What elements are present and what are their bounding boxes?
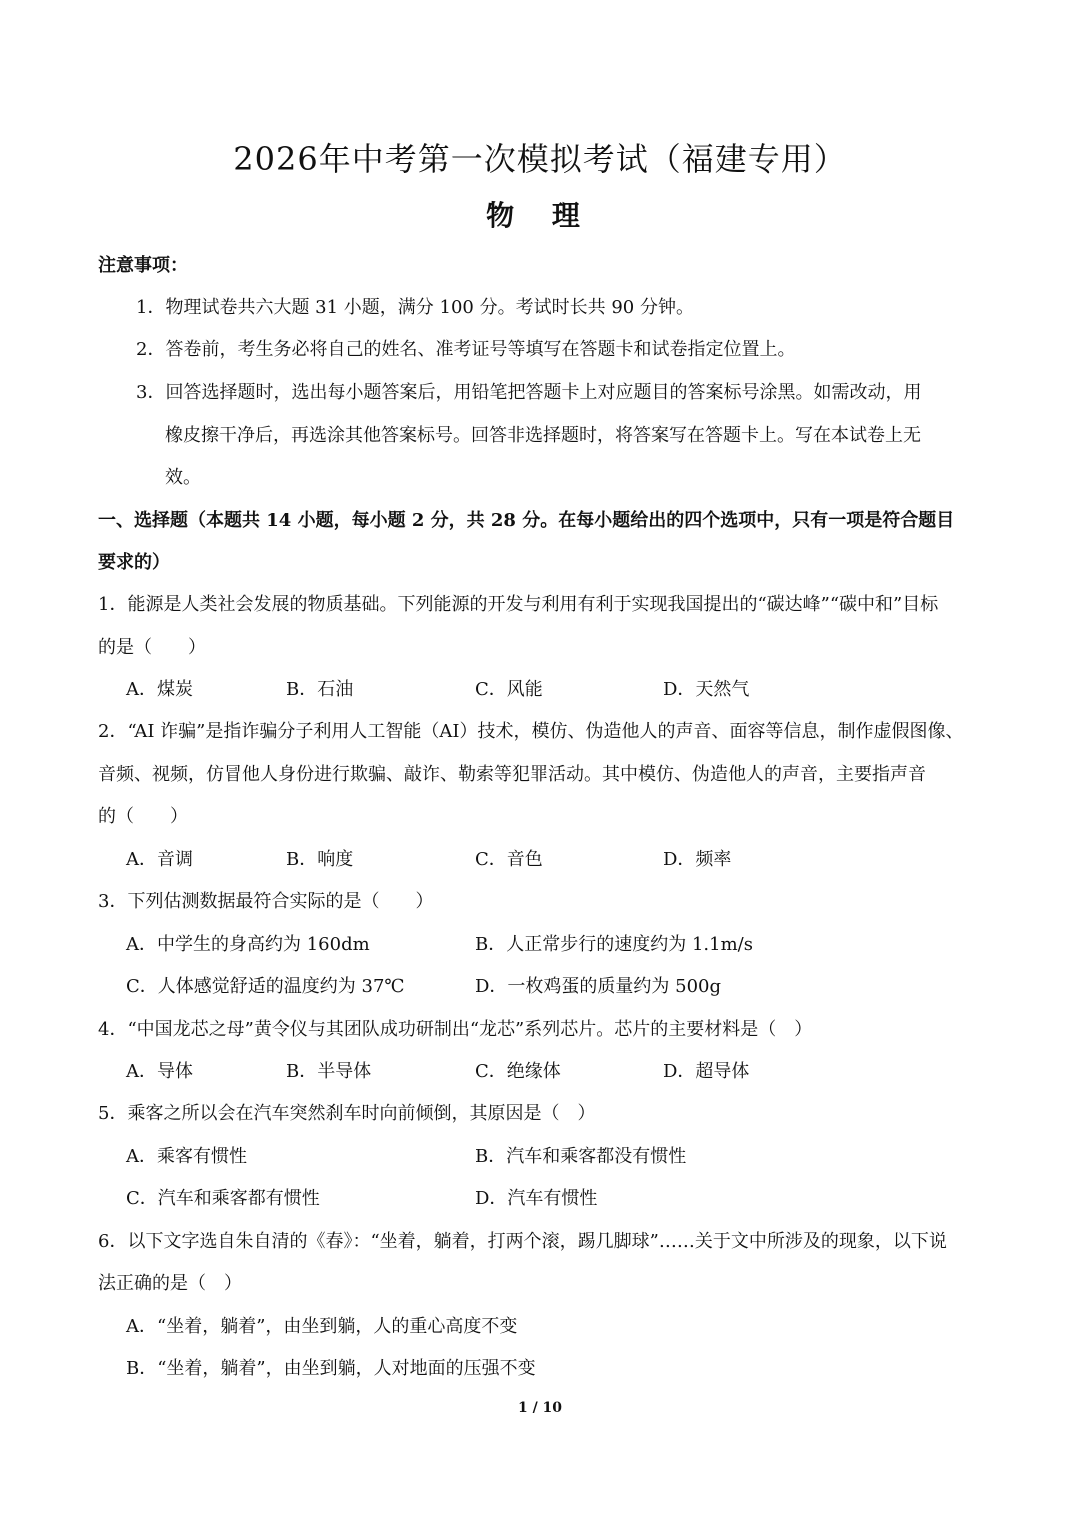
question-5-option-a: A．乘客有惯性 bbox=[126, 1146, 247, 1167]
question-2-stem-continued: 的（ ） bbox=[98, 806, 188, 827]
question-1-option-b: B．石油 bbox=[286, 679, 354, 700]
question-3-option-c: C．人体感觉舒适的温度约为 37℃ bbox=[126, 976, 405, 997]
question-2-option-d: D．频率 bbox=[663, 849, 732, 870]
question-4-option-d: D．超导体 bbox=[663, 1061, 750, 1082]
subject-title: 物 理 bbox=[486, 199, 594, 232]
question-3-stem: 3．下列估测数据最符合实际的是（ ） bbox=[98, 891, 434, 912]
notice-heading: 注意事项： bbox=[98, 255, 188, 276]
page-number: 1 / 10 bbox=[517, 1400, 563, 1416]
question-5-stem: 5．乘客之所以会在汽车突然刹车时向前倾倒，其原因是（ ） bbox=[98, 1103, 596, 1124]
question-2-option-c: C．音色 bbox=[475, 849, 543, 870]
notice-item: 3．回答选择题时，选出每小题答案后，用铅笔把答题卡上对应题目的答案标号涂黑。如需改动，用 bbox=[136, 382, 922, 403]
question-5-option-b: B．汽车和乘客都没有惯性 bbox=[475, 1146, 687, 1167]
question-1-option-c: C．风能 bbox=[475, 679, 543, 700]
question-5-option-d: D．汽车有惯性 bbox=[475, 1188, 598, 1209]
question-4-option-c: C．绝缘体 bbox=[475, 1061, 561, 1082]
question-6-stem: 6．以下文字选自朱自清的《春》：“坐着，躺着，打两个滚，踢几脚球”……关于文中所涉及的现象，以下说 bbox=[98, 1231, 947, 1252]
question-4-stem: 4．“中国龙芯之母”黄令仪与其团队成功研制出“龙芯”系列芯片。芯片的主要材料是（ ） bbox=[98, 1019, 813, 1040]
question-2-option-a: A．音调 bbox=[126, 849, 193, 870]
question-5-option-c: C．汽车和乘客都有惯性 bbox=[126, 1188, 320, 1209]
question-4-option-a: A．导体 bbox=[126, 1061, 193, 1082]
question-6-stem-continued: 法正确的是（ ） bbox=[98, 1273, 242, 1294]
question-4-option-b: B．半导体 bbox=[286, 1061, 372, 1082]
question-3-option-d: D．一枚鸡蛋的质量约为 500g bbox=[475, 976, 722, 997]
notice-item: 1．物理试卷共六大题 31 小题，满分 100 分。考试时长共 90 分钟。 bbox=[136, 297, 694, 318]
question-3-option-b: B．人正常步行的速度约为 1.1m/s bbox=[475, 934, 753, 955]
question-3-option-a: A．中学生的身高约为 160dm bbox=[126, 934, 370, 955]
exam-title: 2026年中考第一次模拟考试（福建专用） bbox=[233, 140, 847, 178]
question-1-option-d: D．天然气 bbox=[663, 679, 750, 700]
question-6-option-a: A．“坐着，躺着”，由坐到躺，人的重心高度不变 bbox=[126, 1316, 518, 1337]
question-2-stem: 2．“AI 诈骗”是指诈骗分子利用人工智能（AI）技术，模仿、伪造他人的声音、面容等信息，制作虚假图像、 bbox=[98, 721, 964, 742]
notice-item: 2．答卷前，考生务必将自己的姓名、准考证号等填写在答题卡和试卷指定位置上。 bbox=[136, 339, 796, 360]
question-1-stem-continued: 的是（ ） bbox=[98, 637, 206, 658]
question-1-option-a: A．煤炭 bbox=[126, 679, 193, 700]
notice-item-continued: 橡皮擦干净后，再选涂其他答案标号。回答非选择题时，将答案写在答题卡上。写在本试卷上无 bbox=[165, 425, 921, 446]
notice-item-continued: 效。 bbox=[165, 467, 201, 488]
question-1-stem: 1．能源是人类社会发展的物质基础。下列能源的开发与利用有利于实现我国提出的“碳达峰”“碳中和”目标 bbox=[98, 594, 939, 615]
question-2-option-b: B．响度 bbox=[286, 849, 354, 870]
section-heading: 一、选择题（本题共 14 小题，每小题 2 分，共 28 分。在每小题给出的四个选项中，只有一项是符合题目 bbox=[98, 510, 955, 531]
section-heading-continued: 要求的） bbox=[98, 552, 170, 573]
question-2-stem-continued: 音频、视频，仿冒他人身份进行欺骗、敲诈、勒索等犯罪活动。其中模仿、伪造他人的声音，主要指声音 bbox=[98, 764, 926, 785]
question-6-option-b: B．“坐着，躺着”，由坐到躺，人对地面的压强不变 bbox=[126, 1358, 536, 1379]
